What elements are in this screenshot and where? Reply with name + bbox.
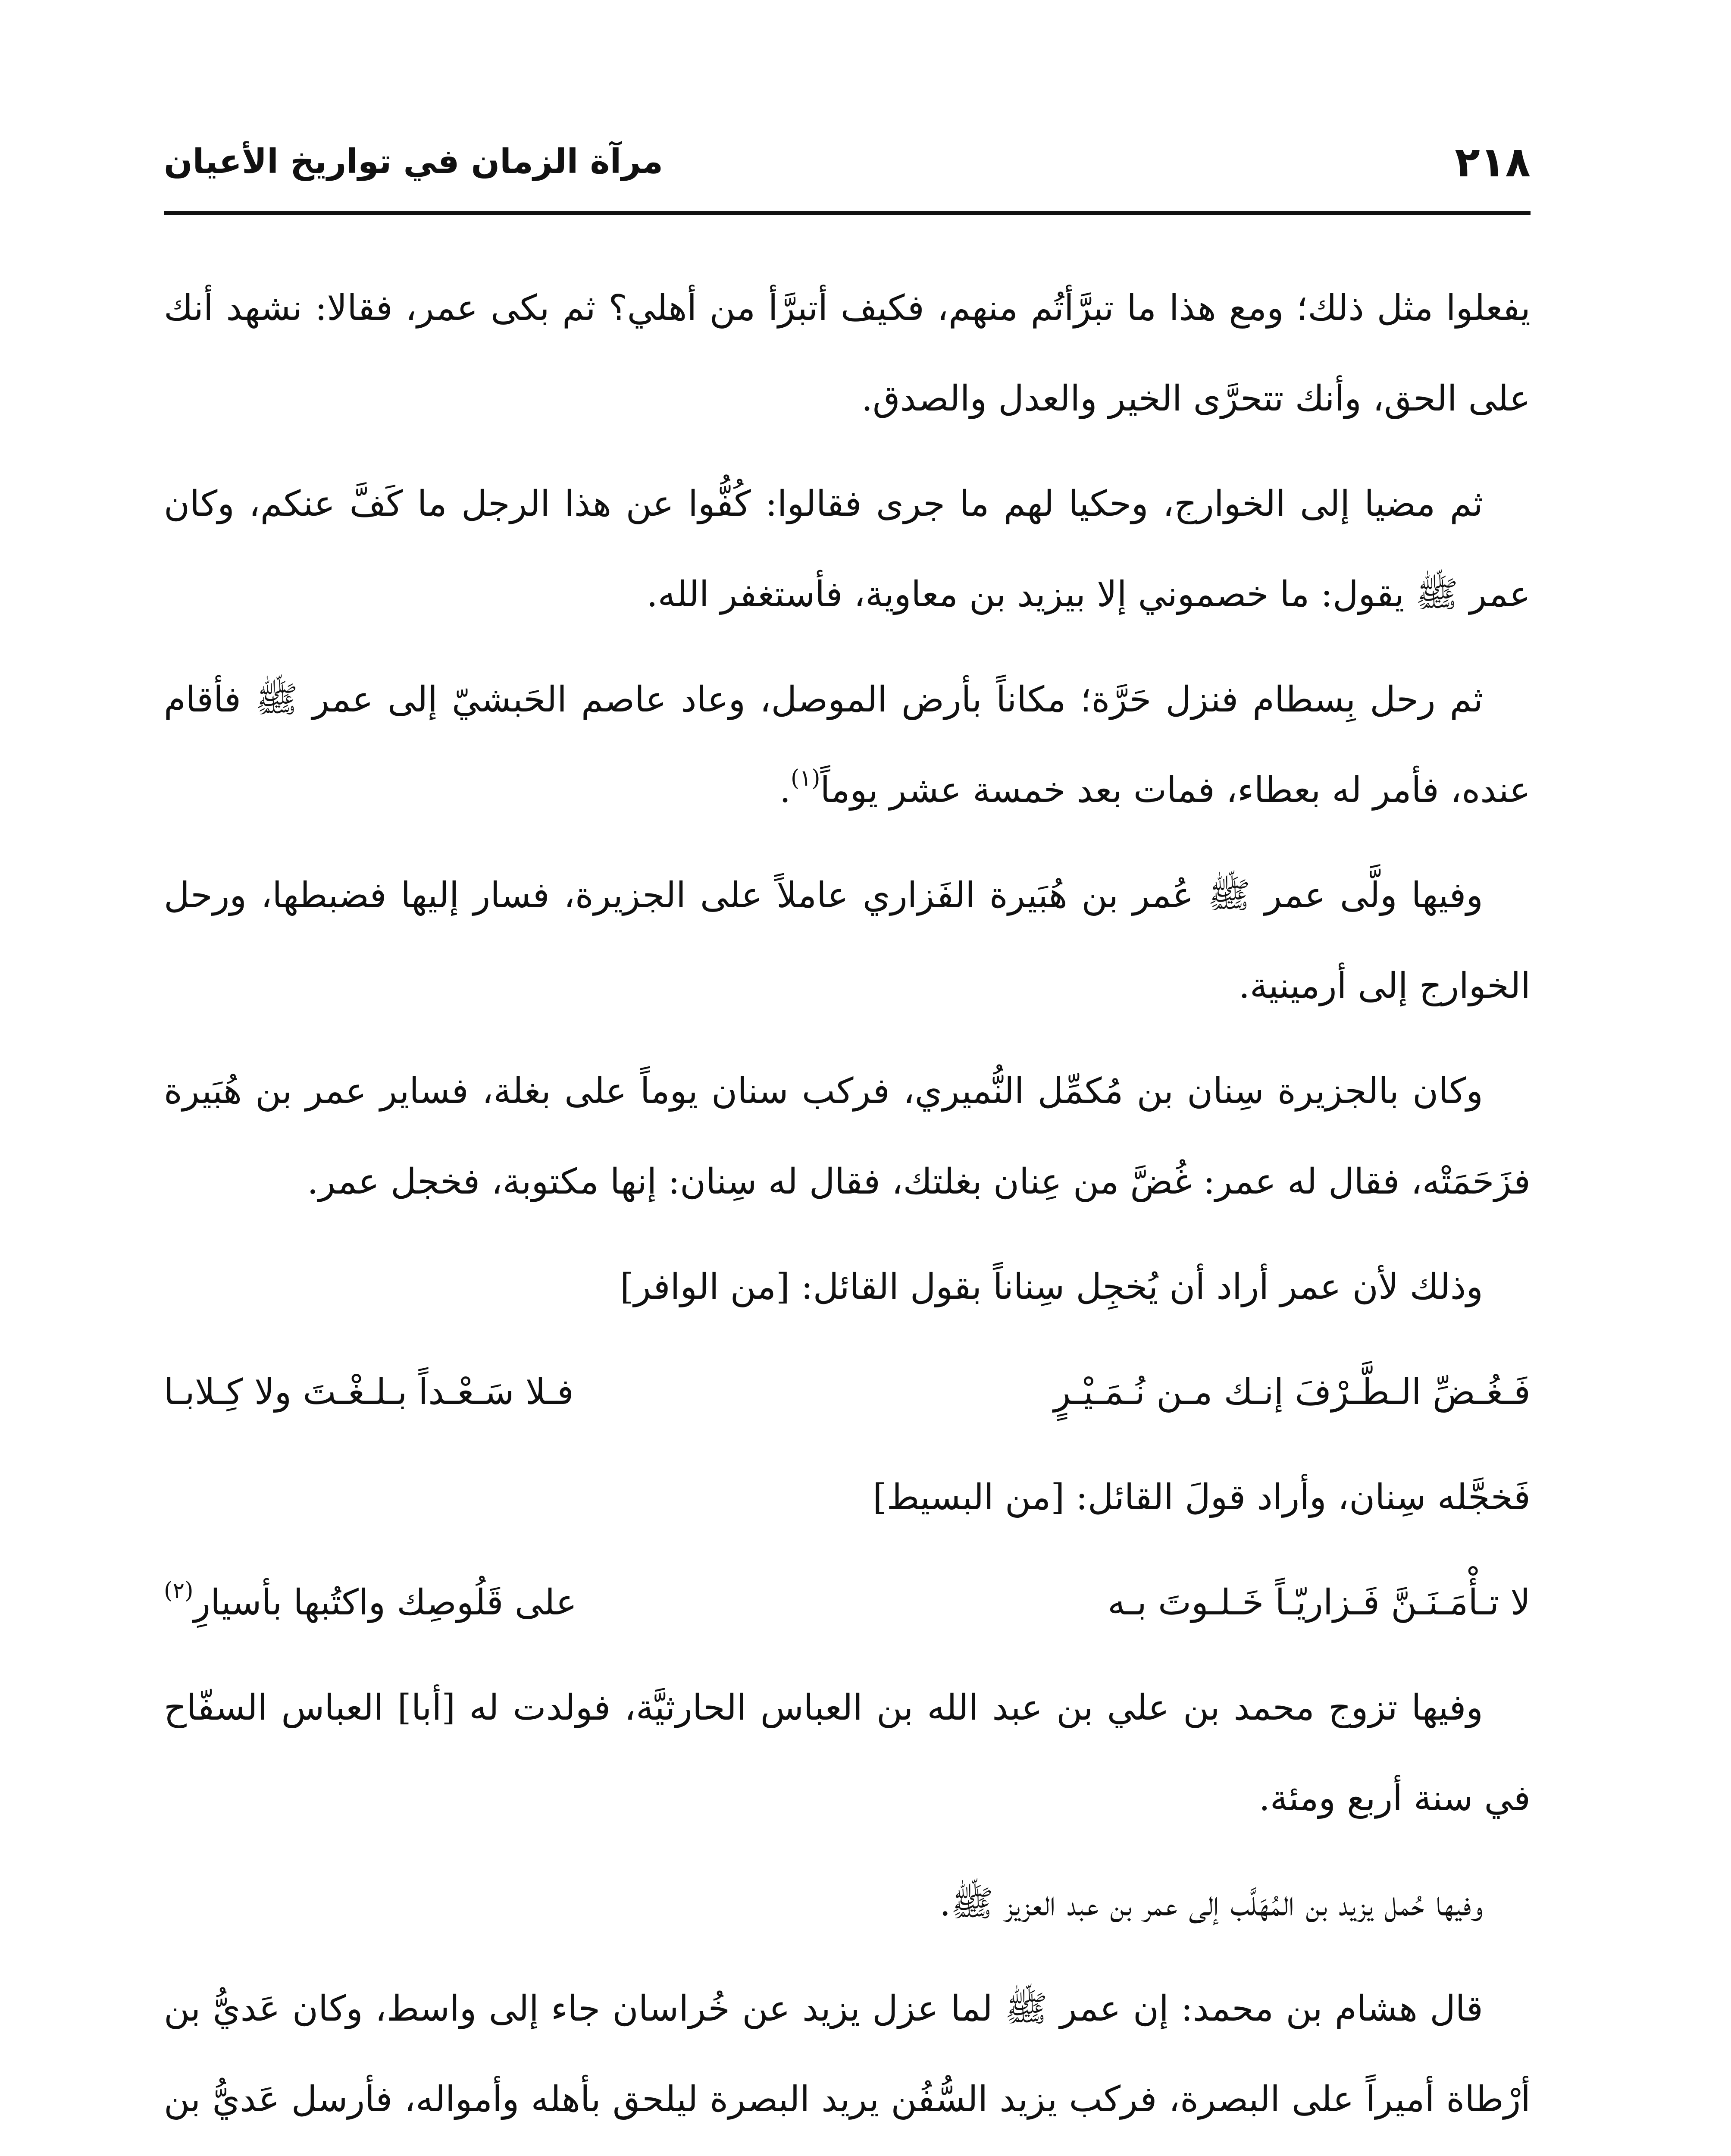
running-title: مرآة الزمان في تواريخ الأعيان: [164, 142, 664, 181]
paragraph-5: وكان بالجزيرة سِنان بن مُكمِّل النُّميري، فركب سنان يوماً على بغلة، فساير عمر بن هُبَيرة فزَحَمَتْه، فقال له عمر: غُضَّ من عِنان بغلتك، فقال له سِنان: إنها مكتوبة، فخجل عمر.: [164, 1071, 1531, 1202]
verse-1-hemistich-2: فـلا سَـعْـداً بـلـغْـتَ ولا كِـلابـا: [164, 1372, 574, 1413]
paragraph-3: ثم رحل بِسطام فنزل حَرَّة؛ مكاناً بأرض الموصل، وعاد عاصم الحَبشيّ إلى عمر ﷺ فأقام عنده، فأمر له بعطاء، فمات بعد خمسة عشر يوماً$^{(١)}$.: [164, 679, 1531, 811]
verse-2-hemistich-2-wrap: [164, 1557, 820, 1648]
verse-2: [164, 1557, 1531, 1648]
paragraph-7: فَخجَّله سِنان، وأراد قولَ القائل: [من البسيط]: [873, 1477, 1531, 1518]
paragraph-4: وفيها ولَّى عمر ﷺ عُمر بن هُبَيرة الفَزاري عاملاً على الجزيرة، فسار إليها فضبطها، ورحل الخوارج إلى أرمينية.: [164, 875, 1531, 1006]
verse-2-hemistich-2: على قَلُوصِك واكتُبها بأسيارِ: [193, 1582, 577, 1623]
footnote-mark-2: (٢): [164, 1578, 194, 1604]
paragraph-2: ثم مضيا إلى الخوارج، وحكيا لهم ما جرى فقالوا: كُفُّوا عن هذا الرجل ما كَفَّ عنكم، وكان عمر ﷺ يقول: ما خصموني إلا بيزيد بن معاوية، فأستغفر الله.: [164, 483, 1531, 615]
paragraph-3-text: ثم رحل بِسطام فنزل حَرَّة؛ مكاناً بأرض الموصل، وعاد عاصم الحَبشيّ إلى عمر ﷺ فأقام عنده، فأمر له بعطاء، فمات بعد خمسة عشر يوماً: [164, 679, 1531, 811]
paragraph-10: قال هشام بن محمد: إن عمر ﷺ لما عزل يزيد عن خُراسان جاء إلى واسط، وكان عَديُّ بن أرْطاة أميراً على البصرة، فركب يزيد السُّفُن يريد البصرة ليلحق بأهله وأمواله، فأرسل عَديُّ بن: [164, 1988, 1531, 2120]
page-header: [164, 129, 1531, 216]
verse-1: [164, 1347, 1531, 1438]
header-rule: [164, 211, 1531, 215]
footnote-mark-1: (١): [791, 765, 820, 791]
paragraph-8: وفيها تزوج محمد بن علي بن عبد الله بن العباس الحارثيَّة، فولدت له [أبا] العباس السفّاح في سنة أربع ومئة.: [164, 1687, 1531, 1819]
verse-1-hemistich-1: فَـغُـضِّ الـطَّـرْفَ إنـك مـن نُـمَـيْـرٍ: [1053, 1372, 1531, 1413]
main-text: [164, 263, 1531, 2156]
page-number: ٢١٨: [1455, 138, 1531, 186]
paragraph-1: يفعلوا مثل ذلك؛ ومع هذا ما تبرَّأتُم منهم، فكيف أتبرَّأ من أهلي؟ ثم بكى عمر، فقالا: نشهد أنك على الحق، وأنك تتحرَّى الخير والعدل والصدق.: [164, 288, 1531, 419]
paragraph-9: وفيها حُمل يزيد بن المُهَلَّب إلى عمر بن عبد العزيز ﷺ.: [939, 1883, 1483, 1924]
verse-2-hemistich-1: لا تـأْمَـنَـنَّ فَـزاريّـاً خَـلـوتَ بـه: [1108, 1582, 1531, 1623]
paragraph-6: وذلك لأن عمر أراد أن يُخجِل سِناناً بقول القائل: [من الوافر]: [620, 1266, 1483, 1307]
